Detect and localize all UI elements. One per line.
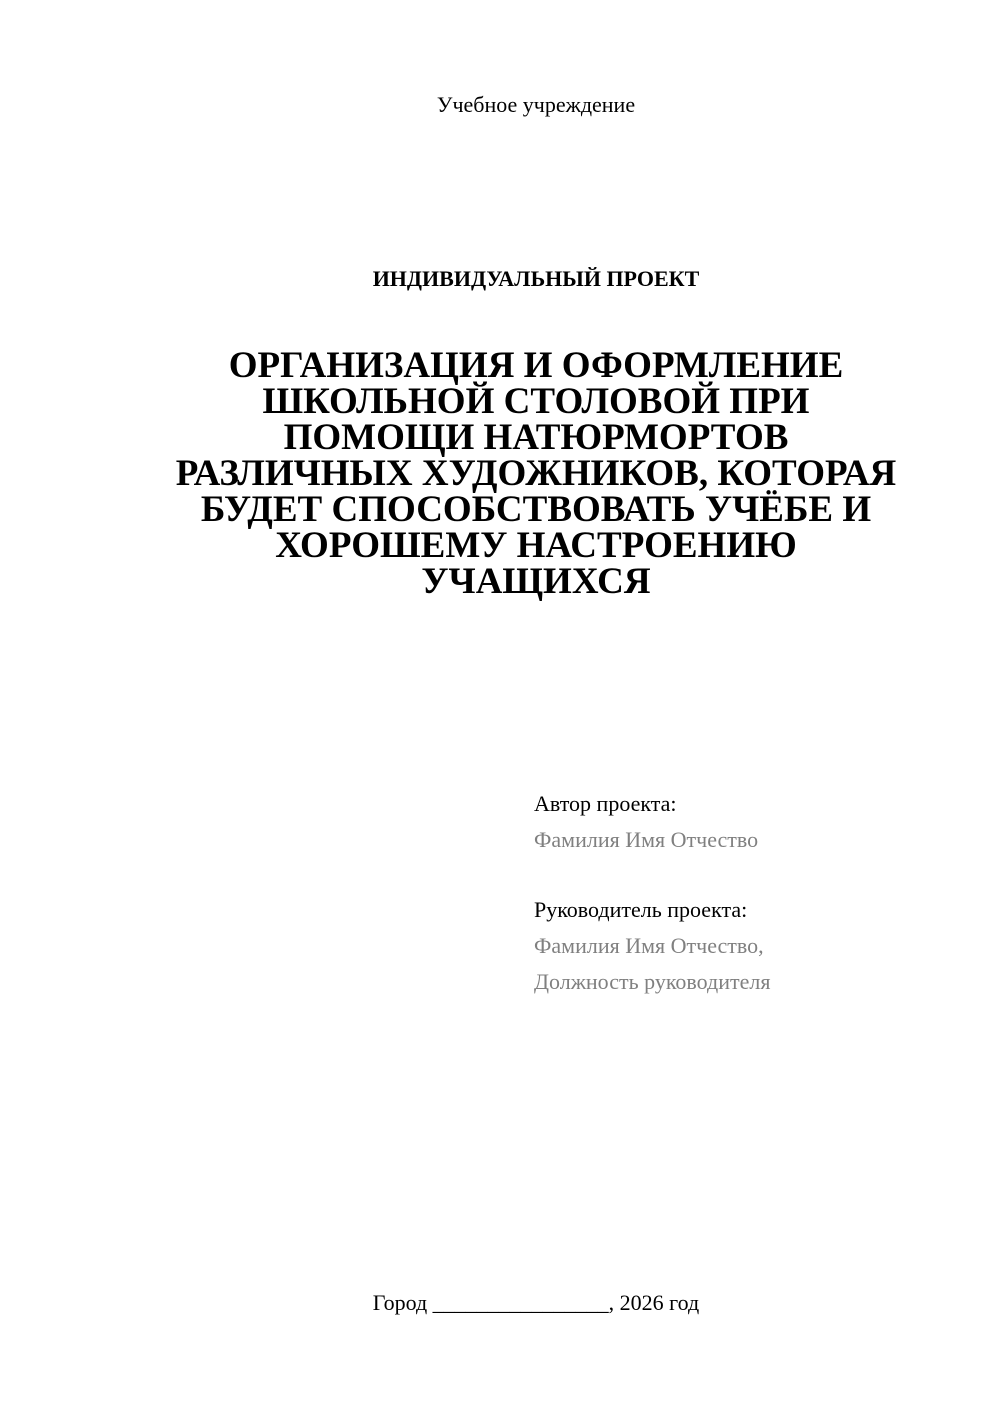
title-line: БУДЕТ СПОСОБСТВОВАТЬ УЧЁБЕ И: [200, 489, 872, 530]
supervisor-name: Фамилия Имя Отчество,: [534, 933, 764, 958]
project-type-heading: ИНДИВИДУАЛЬНЫЙ ПРОЕКТ: [372, 266, 700, 291]
title-line: РАЗЛИЧНЫХ ХУДОЖНИКОВ, КОТОРАЯ: [175, 453, 897, 494]
title-line: ШКОЛЬНОЙ СТОЛОВОЙ ПРИ: [262, 381, 810, 422]
author-label: Автор проекта:: [534, 791, 677, 816]
spacer: [534, 858, 974, 892]
supervisor-label: Руководитель проекта:: [534, 897, 748, 922]
signature-block: [534, 786, 974, 1000]
city-year-line: Город ________________, 2026 год: [372, 1290, 700, 1315]
title-line: УЧАЩИХСЯ: [421, 561, 651, 602]
institution-name: Учебное учреждение: [436, 92, 636, 117]
author-name: Фамилия Имя Отчество: [534, 827, 759, 852]
supervisor-position: Должность руководителя: [534, 969, 771, 994]
title-line: ПОМОЩИ НАТЮРМОРТОВ: [283, 417, 789, 458]
title-line: ХОРОШЕМУ НАСТРОЕНИЮ: [275, 525, 797, 566]
title-line: ОРГАНИЗАЦИЯ И ОФОРМЛЕНИЕ: [228, 345, 844, 386]
project-title: [140, 345, 932, 602]
